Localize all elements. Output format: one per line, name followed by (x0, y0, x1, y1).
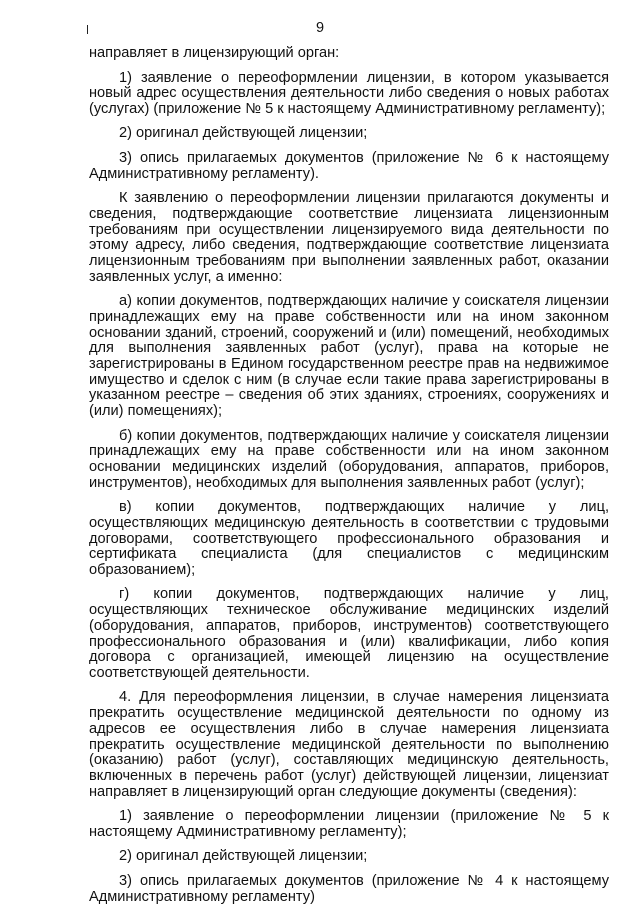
paragraph-section-4: 4. Для переоформления лицензии, в случае намерения лицензиата прекратить осуществление медицинской деятельности по одному из адресов ее осуществления либо в случае намерения лицензиата прекратить осуществление медицинской деятельности по выполнению (оказанию) работ (услуг), составляющих медицинскую деятельность, включенных в перечень работ (услуг) действующей лицензии, лицензиат направляет в лицензирующий орган следующие документы (сведения): (89, 689, 609, 800)
paragraph-intro: направляет в лицензирующий орган: (89, 45, 340, 61)
list-item-application-2: 1) заявление о переоформлении лицензии (приложение № 5 к настоящему Административному регламенту); (89, 808, 609, 840)
page-number: 9 (315, 20, 325, 36)
list-item-inventory-2: 3) опись прилагаемых документов (приложение № 4 к настоящему Административному регламенту) (89, 872, 609, 905)
list-item-g: г) копии документов, подтверждающих наличие у лиц, осуществляющих техническое обслуживание медицинских изделий (оборудования, аппаратов, приборов, инструментов) соответствующего профессионального образования и (или) квалификации, либо копия договора с организацией, имеющей лицензию на осуществление соответствующей деятельности. (89, 586, 609, 681)
paragraph-attachments: К заявлению о переоформлении лицензии прилагаются документы и сведения, подтверждающие соответствие лицензиата лицензионным требованиям при осуществлении лицензируемого вида деятельности по этому адресу, либо сведения, подтверждающие соответствие лицензиата лицензионным требованиям при выполнении заявленных работ, оказании заявленных услуг, а именно: (89, 190, 609, 285)
list-item-a: а) копии документов, подтверждающих наличие у соискателя лицензии принадлежащих ему на праве собственности или на ином законном основании зданий, строений, сооружений и (или) помещений, необходимых для выполнения заявленных работ (услуг), права на которые не зарегистрированы в Едином государственном реестре прав на недвижимое имущество и сделок с ним (в случае если такие права зарегистрированы в указанном реестре – сведения об этих зданиях, строениях, сооружениях и (или) помещениях); (89, 293, 609, 420)
list-item-v: в) копии документов, подтверждающих наличие у лиц, осуществляющих медицинскую деятельность в соответствии с трудовыми договорами, соответствующего профессионального образования и сертификата специалиста (для специалистов с медицинским образованием); (89, 499, 609, 578)
list-item-original-license: 2) оригинал действующей лицензии; (119, 125, 368, 142)
list-item-application: 1) заявление о переоформлении лицензии, в котором указывается новый адрес осуществления деятельности либо сведения о новых работах (услугах) (приложение № 5 к настоящему Административному регламенту); (89, 69, 609, 117)
list-item-inventory: 3) опись прилагаемых документов (приложение № 6 к настоящему Административному регламенту). (89, 149, 609, 182)
list-item-original-license-2: 2) оригинал действующей лицензии; (119, 848, 368, 865)
document-body (89, 46, 609, 914)
list-item-b: б) копии документов, подтверждающих наличие у соискателя лицензии принадлежащих ему на праве собственности или на ином законном основании медицинских изделий (оборудования, аппаратов, приборов, инструментов), необходимых для выполнения заявленных работ (услуг); (89, 427, 609, 491)
